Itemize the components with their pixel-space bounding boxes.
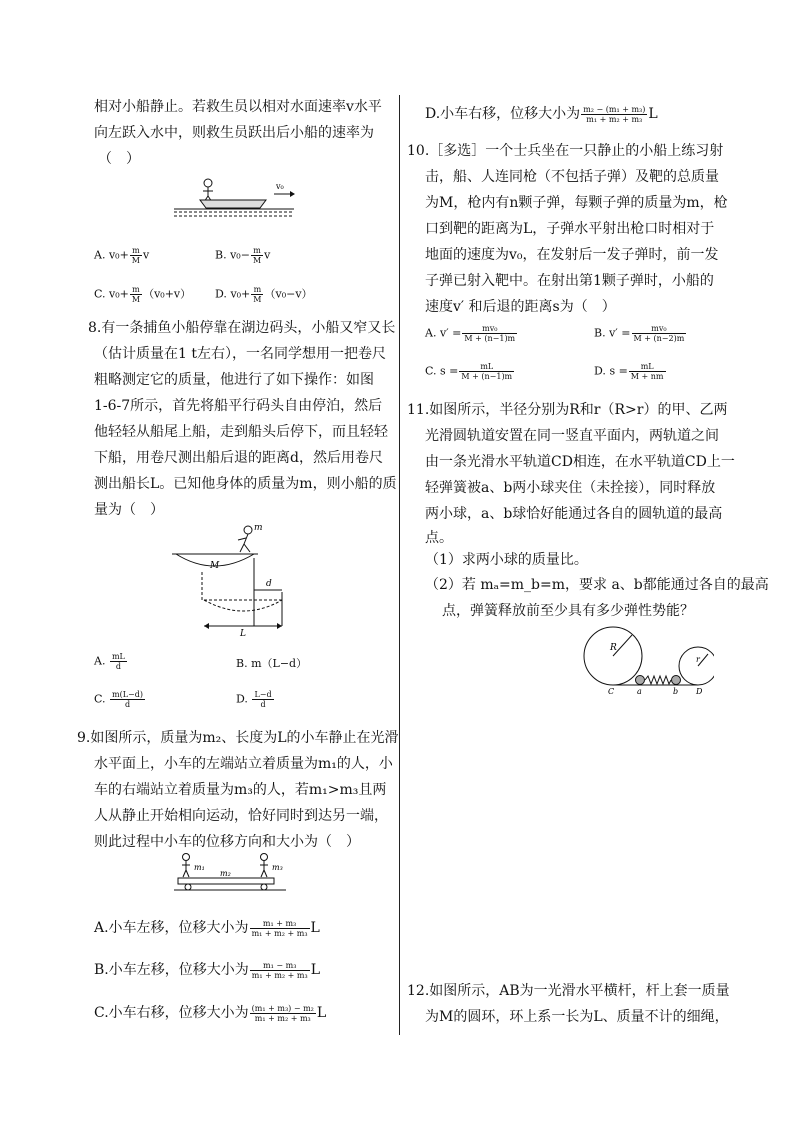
q8-line-6: 下船，用卷尺测出船后退的距离d，然后用卷尺	[94, 450, 383, 466]
q10-option-b[interactable]: B. v′ = $\frac{\text{mv₀}}{M + (n-2)m}$	[594, 324, 685, 343]
q11-sub-2b: 点，弹簧释放前至少具有多少弹性势能？	[442, 603, 694, 619]
column-divider	[399, 95, 400, 1035]
q11-line-3: 由一条光滑水平轨道CD相连，在水平轨道CD上一	[425, 454, 735, 470]
q11-fig-a: a	[637, 687, 642, 696]
q11-fig-C: C	[608, 687, 615, 696]
q8-line-5: 他轻轻从船尾上船，走到船头后停下，而且轻轻	[94, 424, 388, 440]
q8-fig-L: L	[240, 629, 246, 638]
q7-line-1: 相对小船静止。若救生员以相对水面速率v水平	[94, 99, 382, 115]
q8-line-2: （估计质量在1 t左右），一名同学想用一把卷尺	[94, 346, 386, 362]
q11-fig-D: D	[696, 687, 703, 696]
q11-line-1: 11.如图所示，半径分别为R和r（R>r）的甲、乙两	[407, 402, 728, 418]
q7-option-d[interactable]: D. v₀+ $\frac{m}{M}$ （v₀−v）	[215, 285, 313, 304]
q9-cart-figure	[172, 852, 290, 896]
q10-option-c[interactable]: C. s = $\frac{mL}{M + (n-1)m}$	[425, 362, 513, 381]
q11-sub-1: （1）求两小球的质量比。	[425, 552, 588, 568]
q8-fig-d: d	[266, 579, 272, 589]
q9-fig-m2: m₂	[220, 869, 231, 878]
q11-sub-2a: （2）若 mₐ=m_b=m，要求 a、b都能通过各自的最高	[425, 577, 769, 593]
q8-option-d[interactable]: D. $\frac{L-d}{d}$	[236, 690, 272, 709]
q10-line-6: 子弹已射入靶中。在射出第1颗子弹时，小船的	[425, 273, 714, 289]
q10-line-4: 口到靶的距离为L，子弹水平射出枪口时相对于	[425, 221, 715, 237]
q8-line-1: 8.有一条捕鱼小船停靠在湖边码头，小船又窄又长	[88, 320, 396, 336]
q7-line-2: 向左跃入水中，则救生员跃出后小船的速率为	[94, 125, 374, 141]
q11-line-2: 光滑圆轨道安置在同一竖直平面内，两轨道之间	[425, 428, 719, 444]
q11-line-4: 轻弹簧被a、b两小球夹住（未拴接），同时释放	[425, 480, 716, 496]
q10-option-a[interactable]: A. v′ = $\frac{\text{mv₀}}{M + (n-1)m}$	[425, 324, 516, 343]
q9-option-b[interactable]: B.小车左移，位移大小为 $\frac{\text{m₁ − m₃}}{\text{m₁ + m₂ + m₃}}$ L	[94, 960, 321, 980]
q8-line-3: 粗略测定它的质量，他进行了如下操作：如图	[94, 372, 374, 388]
q9-fig-m3: m₃	[272, 863, 283, 872]
q7-option-c[interactable]: C. v₀+ $\frac{m}{M}$ （v₀+v）	[94, 285, 192, 304]
q8-line-4: 1-6-7所示，首先将船平行码头自由停泊，然后	[94, 398, 383, 414]
q12-line-1: 12.如图所示，AB为一光滑水平横杆，杆上套一质量	[407, 983, 730, 999]
q8-boat-figure	[168, 520, 288, 638]
q9-line-5: 则此过程中小车的位移方向和大小为（ ）	[94, 834, 360, 850]
q9-option-a[interactable]: A.小车左移，位移大小为 $\frac{\text{m₁ + m₃}}{\text{m₁ + m₂ + m₃}}$ L	[94, 918, 320, 938]
q7-answer-paren: （ ）	[98, 151, 140, 167]
q9-line-3: 车的右端站立着质量为m₃的人，若m₁>m₃且两	[94, 782, 387, 798]
q11-fig-b: b	[673, 687, 679, 696]
q10-line-3: 为M，枪内有n颗子弹，每颗子弹的质量为m，枪	[425, 195, 728, 211]
q7-option-b[interactable]: B. v₀− $\frac{m}{M}$ v	[215, 246, 271, 265]
q10-line-1: 10.［多选］一个士兵坐在一只静止的小船上练习射	[407, 143, 724, 159]
q12-line-2: 为M的圆环，环上系一长为L、质量不计的细绳，	[425, 1009, 729, 1025]
q10-line-2: 击，船、人连同枪（不包括子弹）及靶的总质量	[425, 169, 719, 185]
q8-fig-m: m	[254, 523, 263, 533]
q10-line-5: 地面的速度为v₀，在发射后一发子弹时，前一发	[425, 247, 719, 263]
q8-line-8: 量为（ ）	[94, 502, 164, 518]
q8-option-a[interactable]: A. $\frac{mL}{d}$	[94, 652, 125, 671]
q9-option-d[interactable]: D.小车右移，位移大小为 $\frac{\text{m₂ − (m₁ + m₃)}}{\text{m₁ + m₂ + m₃}}$ L	[425, 104, 658, 124]
q8-option-b[interactable]: B. m（L−d）	[236, 657, 308, 670]
q7-fig-v0: v₀	[276, 182, 284, 191]
q8-fig-M: M	[210, 561, 220, 571]
q9-line-1: 9.如图所示，质量为m₂、长度为L的小车静止在光滑	[77, 730, 399, 746]
q11-tracks-figure	[580, 626, 714, 696]
q8-line-7: 测出船长L。已知他身体的质量为m，则小船的质	[94, 476, 397, 492]
q9-option-c[interactable]: C.小车右移，位移大小为 $\frac{\text{(m₁ + m₃) − m₂}}{\text{m₁ + m₂ + m₃}}$ L	[94, 1003, 327, 1023]
q9-line-2: 水平面上，小车的左端站立着质量为m₁的人，小	[94, 756, 393, 772]
q11-line-6: 点。	[425, 530, 453, 546]
q10-line-7: 速度v′ 和后退的距离s为（ ）	[425, 299, 616, 315]
q10-option-d[interactable]: D. s = $\frac{mL}{M + nm}$	[594, 362, 664, 381]
q11-fig-R: R	[610, 643, 617, 653]
q9-line-4: 人从静止开始相向运动，恰好同时到达另一端，	[94, 808, 388, 824]
q7-boat-figure	[170, 178, 296, 224]
q11-fig-r: r	[696, 655, 700, 664]
q7-option-a[interactable]: A. v₀+ $\frac{m}{M}$ v	[94, 246, 150, 265]
q9-fig-m1: m₁	[194, 863, 205, 872]
q11-line-5: 两小球，a、b球恰好能通过各自的圆轨道的最高	[425, 506, 723, 522]
q8-option-c[interactable]: C. $\frac{m(L-d)}{d}$	[94, 690, 143, 709]
